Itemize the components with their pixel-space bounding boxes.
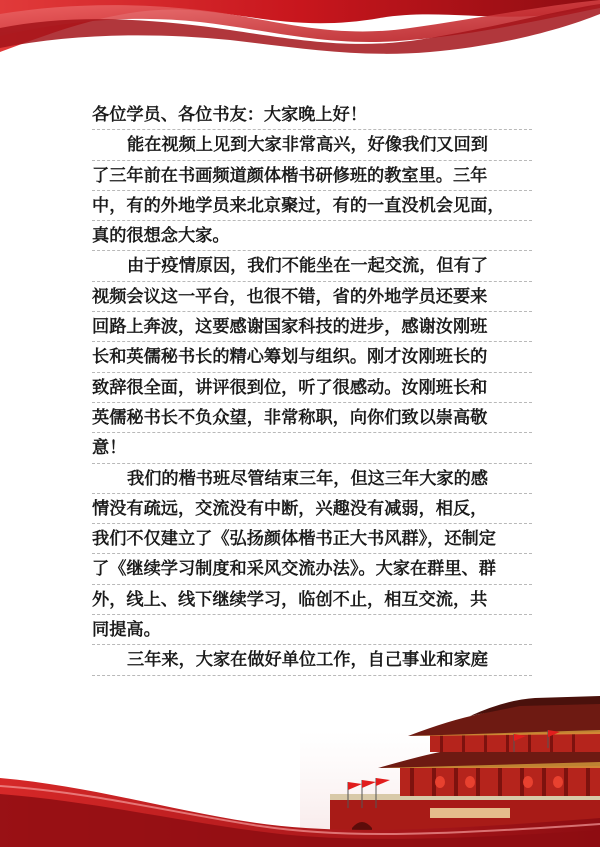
top-ribbon-decoration	[0, 0, 600, 110]
letter-line-8: 回路上奔波，这要感谢国家科技的进步，感谢汝刚班	[92, 312, 532, 342]
letter-line-14: 情没有疏远，交流没有中断，兴趣没有减弱，相反，	[92, 494, 532, 524]
letter-line-1: 各位学员、各位书友：大家晚上好！	[92, 100, 532, 130]
letter-line-11: 英儒秘书长不负众望，非常称职，向你们致以崇高敬	[92, 403, 532, 433]
bottom-decoration	[0, 690, 600, 847]
letter-line-15: 我们不仅建立了《弘扬颜体楷书正大书风群》，还制定	[92, 524, 532, 554]
letter-line-6: 由于疫情原因，我们不能坐在一起交流，但有了	[92, 251, 532, 281]
letter-line-10: 致辞很全面，讲评很到位，听了很感动。汝刚班长和	[92, 373, 532, 403]
letter-line-13: 我们的楷书班尽管结束三年，但这三年大家的感	[92, 464, 532, 494]
letter-line-3: 了三年前在书画频道颜体楷书研修班的教室里。三年	[92, 161, 532, 191]
letter-line-7: 视频会议这一平台，也很不错，省的外地学员还要来	[92, 282, 532, 312]
letter-line-19: 三年来，大家在做好单位工作，自己事业和家庭	[92, 645, 532, 675]
letter-line-2: 能在视频上见到大家非常高兴，好像我们又回到	[92, 130, 532, 160]
gate-plaque	[430, 808, 510, 818]
letter-line-16: 了《继续学习制度和采风交流办法》。大家在群里、群	[92, 554, 532, 584]
letter-line-4: 中，有的外地学员来北京聚过，有的一直没机会见面，	[92, 191, 532, 221]
letter-line-5: 真的很想念大家。	[92, 221, 532, 251]
letter-line-18: 同提高。	[92, 615, 532, 645]
letter-body	[92, 100, 532, 676]
letter-line-9: 长和英儒秘书长的精心筹划与组织。刚才汝刚班长的	[92, 342, 532, 372]
letter-line-12: 意！	[92, 433, 532, 463]
letter-line-17: 外，线上、线下继续学习，临创不止，相互交流，共	[92, 585, 532, 615]
